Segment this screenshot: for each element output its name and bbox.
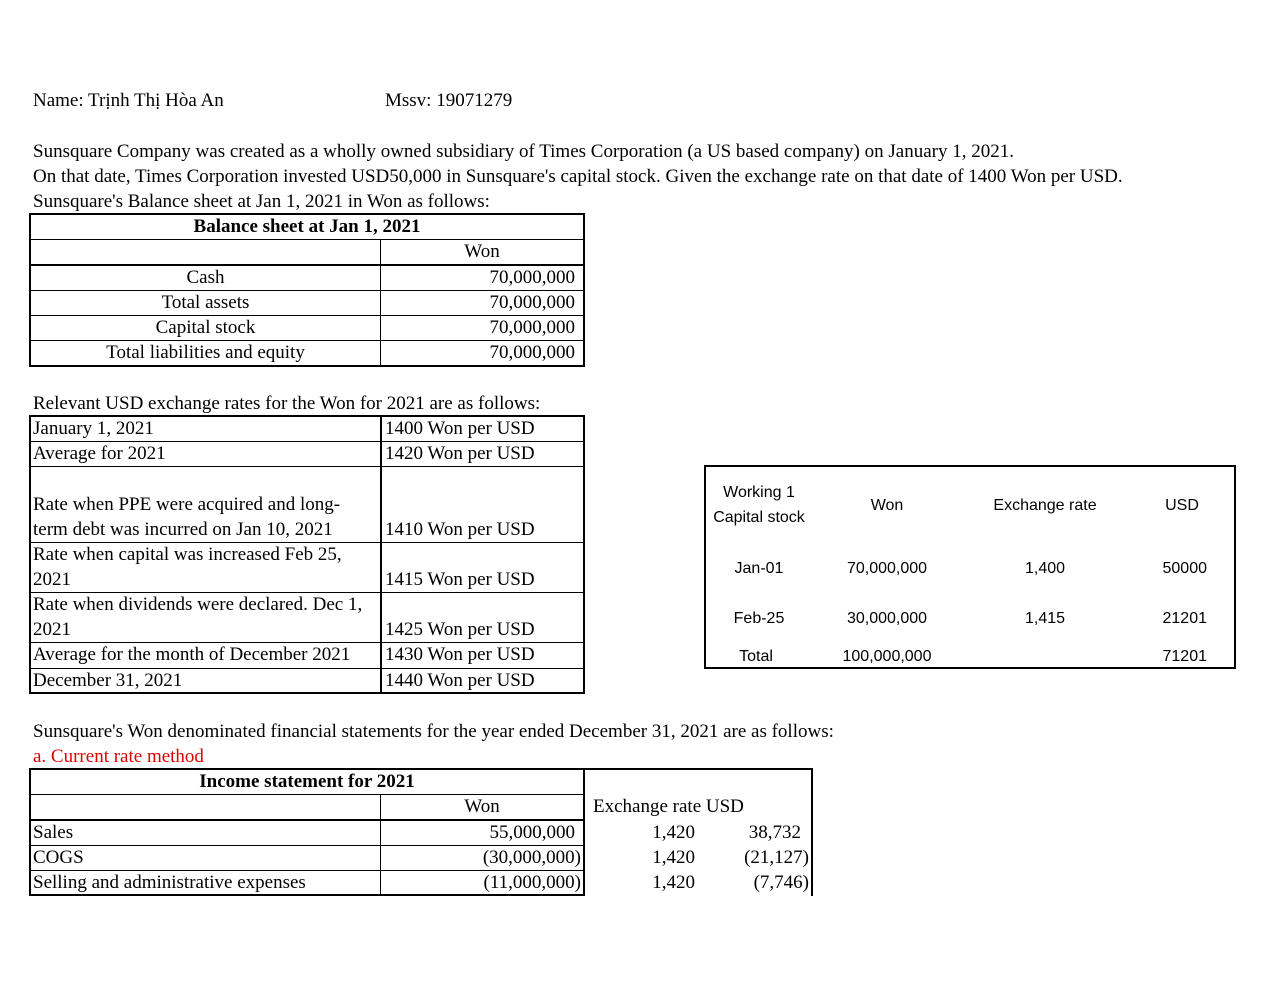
bs-value: 70,000,000 — [489, 267, 575, 288]
rate-value: 1415 Won per USD — [385, 569, 535, 590]
rate-value: 1430 Won per USD — [385, 644, 535, 665]
rates-intro: Relevant USD exchange rates for the Won for 2021 are as follows: — [33, 393, 541, 414]
income-rate-usd-header: Exchange rate USD — [593, 796, 744, 817]
bs-value: 70,000,000 — [489, 342, 575, 363]
is-won: (30,000,000) — [482, 847, 581, 868]
rate-label: Average for the month of December 2021 — [33, 644, 351, 665]
is-usd: (7,746) — [753, 872, 809, 893]
rate-label: Rate when PPE were acquired and long- — [33, 494, 341, 515]
is-won: 55,000,000 — [489, 822, 575, 843]
is-label: Selling and administrative expenses — [33, 872, 306, 893]
is-rate: 1,420 — [652, 822, 695, 843]
rate-label: Rate when dividends were declared. Dec 1, — [33, 594, 363, 615]
rate-label: Rate when capital was increased Feb 25, — [33, 544, 342, 565]
working1-won: 100,000,000 — [842, 648, 932, 665]
is-usd: (21,127) — [744, 847, 809, 868]
intro-line-2: On that date, Times Corporation invested USD50,000 in Sunsquare's capital stock. Given the exchange rate on that date of 1400 Won per USD. — [33, 166, 1123, 187]
statements-intro: Sunsquare's Won denominated financial statements for the year ended December 31, 2021 are as follows: — [33, 721, 834, 742]
working1-title: Working 1 — [723, 484, 795, 501]
working1-rate: 1,400 — [1024, 560, 1066, 577]
rate-label: Average for 2021 — [33, 443, 166, 464]
rate-label: 2021 — [33, 619, 71, 640]
working1-rate: 1,415 — [1024, 610, 1066, 627]
student-name: Name: Trịnh Thị Hòa An — [33, 90, 224, 111]
rate-value: 1400 Won per USD — [385, 418, 535, 439]
working1-header-usd: USD — [1165, 497, 1199, 514]
working1-usd: 50000 — [1162, 560, 1207, 577]
working1-subtitle: Capital stock — [713, 509, 805, 526]
bs-value: 70,000,000 — [489, 292, 575, 313]
is-usd: 38,732 — [748, 822, 801, 843]
rate-value: 1440 Won per USD — [385, 670, 535, 691]
rate-value: 1410 Won per USD — [385, 519, 535, 540]
rate-label: January 1, 2021 — [33, 418, 154, 439]
balance-sheet-title: Balance sheet at Jan 1, 2021 — [193, 216, 421, 237]
income-won-header: Won — [464, 796, 500, 817]
bs-label: Total assets — [161, 292, 250, 313]
rate-value: 1425 Won per USD — [385, 619, 535, 640]
rate-label: term debt was incurred on Jan 10, 2021 — [33, 519, 333, 540]
working1-date: Jan-01 — [734, 560, 784, 577]
bs-label: Total liabilities and equity — [106, 342, 305, 363]
intro-line-1: Sunsquare Company was created as a wholly owned subsidiary of Times Corporation (a US based company) on January 1, 2021. — [33, 141, 1014, 162]
working1-won: 70,000,000 — [846, 560, 928, 577]
intro-line-3: Sunsquare's Balance sheet at Jan 1, 2021 in Won as follows: — [33, 191, 490, 212]
working1-date: Total — [739, 648, 773, 665]
working1-usd: 21201 — [1162, 610, 1207, 627]
balance-sheet-won-header: Won — [464, 241, 500, 262]
working1-date: Feb-25 — [733, 610, 785, 627]
working1-usd: 71201 — [1162, 648, 1207, 665]
income-statement-title: Income statement for 2021 — [199, 771, 415, 792]
is-label: Sales — [33, 822, 74, 843]
is-label: COGS — [33, 847, 84, 868]
rate-label: December 31, 2021 — [33, 670, 183, 691]
is-rate: 1,420 — [652, 872, 695, 893]
is-rate: 1,420 — [652, 847, 695, 868]
method-heading: a. Current rate method — [33, 746, 204, 767]
bs-label: Capital stock — [155, 317, 256, 338]
is-won: (11,000,000) — [483, 872, 581, 893]
rate-value: 1420 Won per USD — [385, 443, 535, 464]
working1-won: 30,000,000 — [846, 610, 928, 627]
rate-label: 2021 — [33, 569, 71, 590]
working1-header-rate: Exchange rate — [993, 497, 1097, 514]
working1-header-won: Won — [870, 497, 904, 514]
student-id: Mssv: 19071279 — [385, 90, 513, 111]
bs-value: 70,000,000 — [489, 317, 575, 338]
bs-label: Cash — [186, 267, 225, 288]
